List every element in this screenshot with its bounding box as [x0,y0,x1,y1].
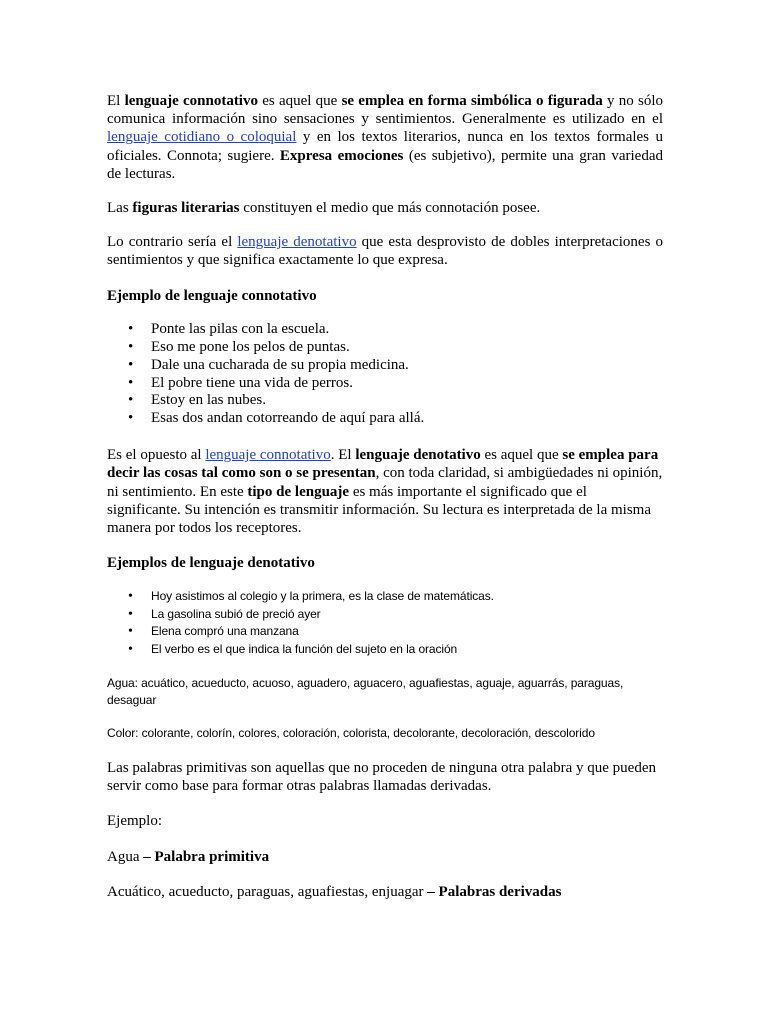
list-item: • Esas dos andan cotorreando de aquí para allá. [107,410,663,428]
list-item: • El pobre tiene una vida de perros. [107,375,663,393]
text-run: Las [107,200,133,217]
list-item: • Eso me pone los pelos de puntas. [107,339,663,357]
heading-text: Ejemplo de lenguaje connotativo [107,287,317,304]
list-item: • Hoy asistimos al colegio y la primera, es la clase de matemáticas. [107,588,663,606]
text-run: que esta desprovisto de dobles interpretaciones o sentimientos y que significa exactamente lo que expresa. [107,234,663,269]
color-word-family: Color: colorante, colorín, colores, coloración, colorista, decolorante, decoloración, descolorido [107,726,595,741]
text-run: es aquel que [480,447,563,464]
contrary-paragraph [107,233,663,269]
denotative-paragraph [107,446,663,537]
list-item: • Ponte las pilas con la escuela. [107,321,663,339]
heading-text: Ejemplos de lenguaje denotativo [107,555,315,572]
text-run: (es subjetivo), permite una gran variedad de lecturas. [107,147,663,182]
bold-derived-label: – Palabras derivadas [427,883,562,900]
text-run: Agua [107,848,144,865]
bold-language-type: tipo de lenguaje [247,483,350,500]
primitive-words-paragraph: Las palabras primitivas son aquellas que no proceden de ninguna otra palabra y que pueden servir como base para formar otras palabras llamadas derivadas. [107,759,656,795]
text-run: y en los textos literarios, nunca en los textos formales u oficiales. Connota; sugiere. [107,129,663,164]
bold-symbolic-use: se emplea en forma simbólica o figurada [341,93,603,109]
text-run: y no sólo comunica información sino sensaciones y sentimientos. Generalmente es utilizado en el [107,93,663,128]
primitive-word-line [107,848,663,866]
connotative-examples-list [107,321,663,428]
literary-figures-paragraph [107,199,663,217]
denotative-examples-list [107,588,663,658]
link-denotative-language[interactable]: lenguaje denotativo [237,234,357,251]
agua-word-family: Agua: acuático, acueducto, acuoso, aguadero, aguacero, aguafiestas, aguaje, aguarrás, paraguas, desaguar [107,676,624,707]
list-item: • Estoy en las nubes. [107,392,663,410]
denotative-examples-heading [107,554,663,572]
example-label: Ejemplo: [107,813,162,830]
document-page [107,92,663,901]
text-run: Es el opuesto al [107,447,206,464]
bold-literary-figures: figuras literarias [132,200,240,217]
bold-expresses-emotions: Expresa emociones [279,147,404,164]
list-item: • Elena compró una manzana [107,623,663,641]
text-run: es más importante el significado que el significante. Su intención es transmitir información. Su lectura es interpretada de la misma manera por todos los receptores. [107,483,652,537]
text-run: es aquel que [257,93,342,109]
link-connotative-language[interactable]: lenguaje connotativo [205,447,331,464]
text-run: , con toda claridad, si ambigüedades ni opinión, ni sentimiento. En este [107,465,663,500]
text-run: . El [330,447,356,464]
text-run: Lo contrario sería el [107,234,238,251]
list-item: • El verbo es el que indica la función del sujeto en la oración [107,641,663,659]
bold-term-denotative: lenguaje denotativo [355,447,481,464]
text-run: constituyen el medio que más connotación posee. [239,200,541,217]
connotative-examples-heading [107,287,663,305]
link-colloquial-language[interactable]: lenguaje cotidiano o coloquial [107,129,297,146]
intro-connotative-paragraph [107,92,663,183]
list-item: • La gasolina subió de preció ayer [107,606,663,624]
list-item: • Dale una cucharada de su propia medicina. [107,357,663,375]
bold-term-connotative: lenguaje connotativo [124,93,258,109]
bold-primitive-label: – Palabra primitiva [143,848,270,865]
text-run: Acuático, acueducto, paraguas, aguafiestas, enjuagar [107,883,428,900]
bold-say-things-as-they-are: se emplea para decir las cosas tal como son o se presentan [107,447,659,482]
derived-words-line [107,883,663,901]
text-run: El [107,93,125,109]
